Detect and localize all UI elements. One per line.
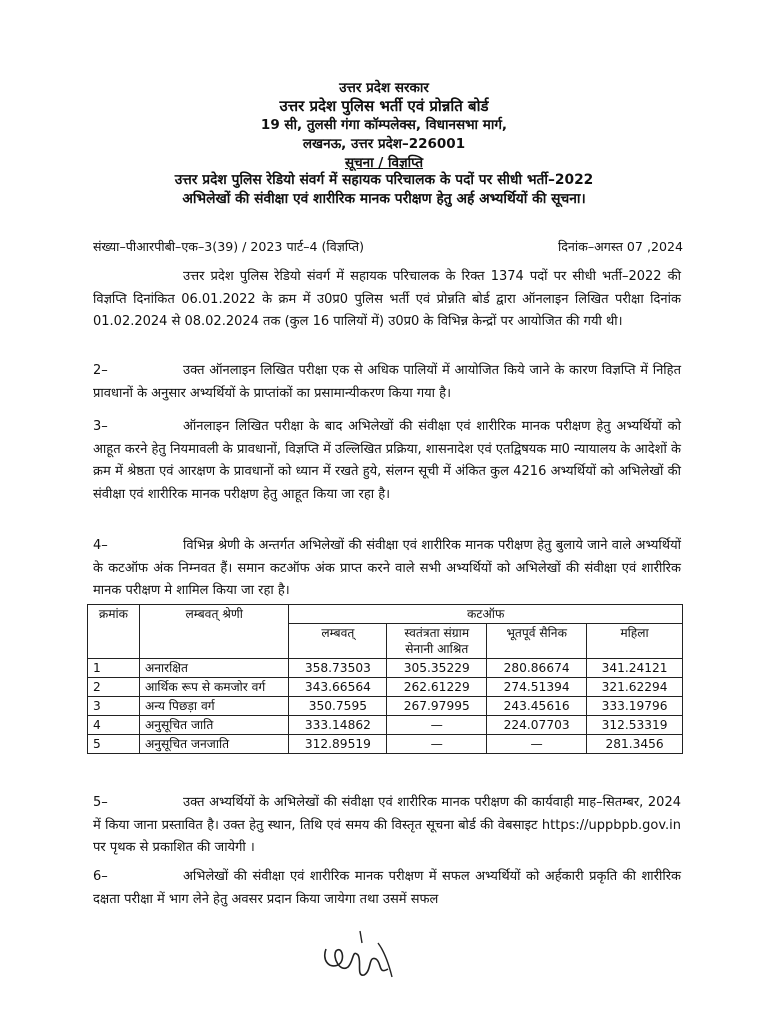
cutoff-table [87,604,683,754]
paragraph-text: उक्त ऑनलाइन लिखित परीक्षा एक से अधिक पालियों में आयोजित किये जाने के कारण विज्ञप्ति में निहित प्रावधानों के अनुसार अभ्यर्थियों के प्राप्तांकों का प्रसामान्यीकरण किया गया है। [93,363,681,401]
table-row [88,678,683,697]
header-board-name: उत्तर प्रदेश पुलिस भर्ती एवं प्रोन्नति बोर्ड [279,97,489,115]
cell-sno: 5 [88,735,140,754]
cell-category: अनारक्षित [139,659,289,678]
cell-women: 321.62294 [587,678,683,697]
paragraph-6 [93,866,681,911]
cell-women: 312.53319 [587,716,683,735]
cell-ex-serviceman: 280.86674 [487,659,587,678]
header-serial: क्रमांक [88,605,140,659]
signature-icon [318,925,398,987]
paragraph-4 [93,535,681,603]
cell-vertical: 350.7595 [289,697,387,716]
cell-vertical: 312.89519 [289,735,387,754]
cell-freedom: 305.35229 [387,659,487,678]
paragraph-number: 6– [93,869,108,884]
cell-category: आर्थिक रूप से कमजोर वर्ग [139,678,289,697]
header-cutoff: कटऑफ [289,605,683,624]
reference-date: दिनांक–अगस्त 07 ,2024 [557,239,683,254]
paragraph-text: विभिन्न श्रेणी के अन्तर्गत अभिलेखों की संवीक्षा एवं शारीरिक मानक परीक्षण हेतु बुलाये जाने वाले अभ्यर्थियों के कटऑफ अंक निम्नवत हैं। समान कटऑफ अंक प्राप्त करने वाले सभी अभ्यर्थियों को अभिलेखों की संवीक्षा एवं शारीरिक मानक परीक्षण मे शामिल किया जा रहा है। [93,538,681,598]
subheader-vertical: लम्बवत् [289,624,387,659]
paragraph-number: 4– [93,538,108,553]
cell-sno: 1 [88,659,140,678]
subheader-women: महिला [587,624,683,659]
paragraph-number: 2– [93,363,108,378]
cell-category: अन्य पिछड़ा वर्ग [139,697,289,716]
table-header-row [88,605,683,624]
cell-ex-serviceman: — [487,735,587,754]
cell-women: 341.24121 [587,659,683,678]
header-notice-label: सूचना / विज्ञप्ति [344,155,424,171]
cell-sno: 4 [88,716,140,735]
paragraph-3 [93,416,681,506]
paragraph-number: 3– [93,419,108,434]
notice-subject-line-2: अभिलेखों की संवीक्षा एवं शारीरिक मानक परीक्षण हेतु अर्ह अभ्यर्थियों की सूचना। [182,191,586,207]
cell-women: 333.19796 [587,697,683,716]
table-row [88,735,683,754]
cell-vertical: 358.73503 [289,659,387,678]
cell-vertical: 333.14862 [289,716,387,735]
subheader-ex-serviceman: भूतपूर्व सैनिक [487,624,587,659]
table-row [88,659,683,678]
cell-category: अनुसूचित जनजाति [139,735,289,754]
paragraph-2 [93,360,681,405]
cell-ex-serviceman: 274.51394 [487,678,587,697]
cell-sno: 2 [88,678,140,697]
cell-category: अनुसूचित जाति [139,716,289,735]
paragraph-1: उत्तर प्रदेश पुलिस रेडियो संवर्ग में सहायक परिचालक के रिक्त 1374 पदों पर सीधी भर्ती–2022 की विज्ञप्ति दिनांकित 06.01.2022 के क्रम में उ0प्र0 पुलिस भर्ती एवं प्रोन्नति बोर्ड द्वारा ऑनलाइन लिखित परीक्षा दिनांक 01.02.2024 से 08.02.2024 तक (कुल 16 पालियों में) उ0प्र0 के विभिन्न केन्द्रों पर आयोजित की गयी थी। [93,269,681,329]
cell-freedom: — [387,716,487,735]
paragraph-text: अभिलेखों की संवीक्षा एवं शारीरिक मानक परीक्षण में सफल अभ्यर्थियों को अर्हकारी प्रकृति की शारीरिक दक्षता परीक्षा में भाग लेने हेतु अवसर प्रदान किया जायेगा तथा उसमें सफल [93,869,681,907]
paragraph-5 [93,792,681,860]
header-city: लखनऊ, उत्तर प्रदेश–226001 [302,136,466,152]
cell-sno: 3 [88,697,140,716]
cell-freedom: 262.61229 [387,678,487,697]
notice-subject-line-1: उत्तर प्रदेश पुलिस रेडियो संवर्ग में सहायक परिचालक के पदों पर सीधी भर्ती–2022 [174,172,594,188]
cell-ex-serviceman: 243.45616 [487,697,587,716]
cell-freedom: 267.97995 [387,697,487,716]
paragraph-text: उक्त अभ्यर्थियों के अभिलेखों की संवीक्षा एवं शारीरिक मानक परीक्षण की कार्यवाही माह–सितम्बर, 2024 में किया जाना प्रस्तावित है। उक्त हेतु स्थान, तिथि एवं समय की विस्तृत सूचना बोर्ड की वेबसाइट https://uppbpb.gov.in पर पृथक से प्रकाशित की जायेगी । [93,795,681,855]
table-row [88,716,683,735]
header-category: लम्बवत् श्रेणी [139,605,289,659]
paragraph-number: 5– [93,795,108,810]
cell-women: 281.3456 [587,735,683,754]
table-row [88,697,683,716]
cell-freedom: — [387,735,487,754]
subheader-freedom-fighter: स्वतंत्रता संग्राम सेनानी आश्रित [387,624,487,659]
reference-number: संख्या–पीआरपीबी–एक–3(39) / 2023 पार्ट–4 (विज्ञप्ति) [93,239,365,254]
cell-ex-serviceman: 224.07703 [487,716,587,735]
cell-vertical: 343.66564 [289,678,387,697]
header-government: उत्तर प्रदेश सरकार [339,80,429,96]
paragraph-text: ऑनलाइन लिखित परीक्षा के बाद अभिलेखों की संवीक्षा एवं शारीरिक मानक परीक्षण हेतु अभ्यर्थियों को आहूत करने हेतु नियमावली के प्रावधानों, विज्ञप्ति में उल्लिखित प्रक्रिया, शासनादेश एवं एतद्विषयक मा0 न्यायालय के आदेशों के क्रम में श्रेष्ठता एवं आरक्षण के प्रावधानों को ध्यान में रखते हुये, संलग्न सूची में अंकित कुल 4216 अभ्यर्थियों को अभिलेखों की संवीक्षा एवं शारीरिक मानक परीक्षण हेतु आहूत किया जा रहा है। [93,419,681,502]
header-address: 19 सी, तुलसी गंगा कॉम्पलेक्स, विधानसभा मार्ग, [260,117,508,133]
